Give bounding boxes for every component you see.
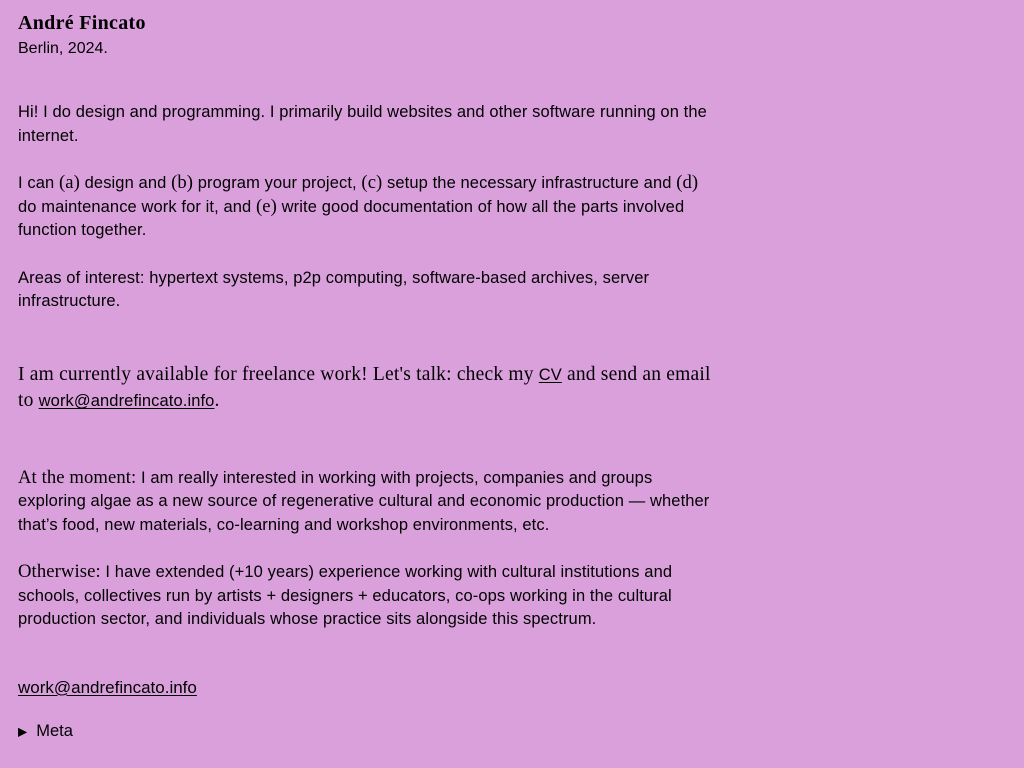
otherwise-label: Otherwise: — [18, 561, 101, 582]
meta-details — [18, 722, 718, 741]
services-paragraph — [18, 172, 718, 243]
meta-label: Meta — [36, 721, 73, 740]
cv-link[interactable]: CV — [538, 365, 562, 384]
current-focus-label: At the moment: — [18, 466, 137, 488]
site-header — [18, 12, 718, 59]
availability-email-link[interactable]: work@andrefincato.info — [38, 392, 215, 410]
services-text: write good documentation of how all the parts involved function together. — [18, 197, 685, 239]
services-text: do maintenance work for it, and — [18, 197, 256, 216]
current-focus-text: I am really interested in working with projects, companies and groups exploring algae as a new source of regenerative cultural and economic production — whether that’s food, new materials, co-learning and workshop environments, etc. — [18, 468, 710, 534]
service-letter-b: (b) — [171, 172, 194, 193]
footer-email-wrap — [18, 676, 718, 699]
services-text: I can — [18, 174, 59, 192]
availability-text: . — [214, 390, 220, 411]
services-text: program your project, — [193, 174, 362, 192]
interests-paragraph: Areas of interest: hypertext systems, p2p computing, software-based archives, server infrastructure. — [18, 268, 650, 310]
availability-paragraph — [18, 362, 718, 415]
disclosure-triangle-icon: ▶ — [18, 724, 28, 739]
services-text: setup the necessary infrastructure and — [382, 174, 677, 192]
current-focus-paragraph — [18, 467, 718, 538]
intro-paragraph: Hi! I do design and programming. I primarily build websites and other software running on the internet. — [18, 103, 707, 145]
service-letter-c: (c) — [361, 172, 383, 193]
otherwise-text: I have extended (+10 years) experience working with cultural institutions and schools, collectives run by artists + designers + educators, co-ops working in the cultural production sector, and individuals whose practice sits alongside this spectrum. — [18, 563, 673, 628]
site-title: André Fincato — [18, 12, 146, 34]
availability-text: I am currently available for freelance work! Let's talk: check my — [18, 363, 539, 385]
meta-summary[interactable] — [18, 722, 73, 741]
service-letter-d: (d) — [676, 172, 699, 193]
otherwise-paragraph — [18, 561, 718, 632]
services-text: design and — [79, 174, 172, 192]
site-footer — [18, 676, 718, 741]
service-letter-e: (e) — [256, 195, 277, 217]
availability-text: and send an email to — [18, 363, 711, 411]
service-letter-a: (a) — [58, 172, 80, 193]
site-subtitle: Berlin, 2024. — [18, 40, 108, 57]
footer-email-link[interactable]: work@andrefincato.info — [18, 677, 197, 697]
main-content — [18, 101, 718, 632]
